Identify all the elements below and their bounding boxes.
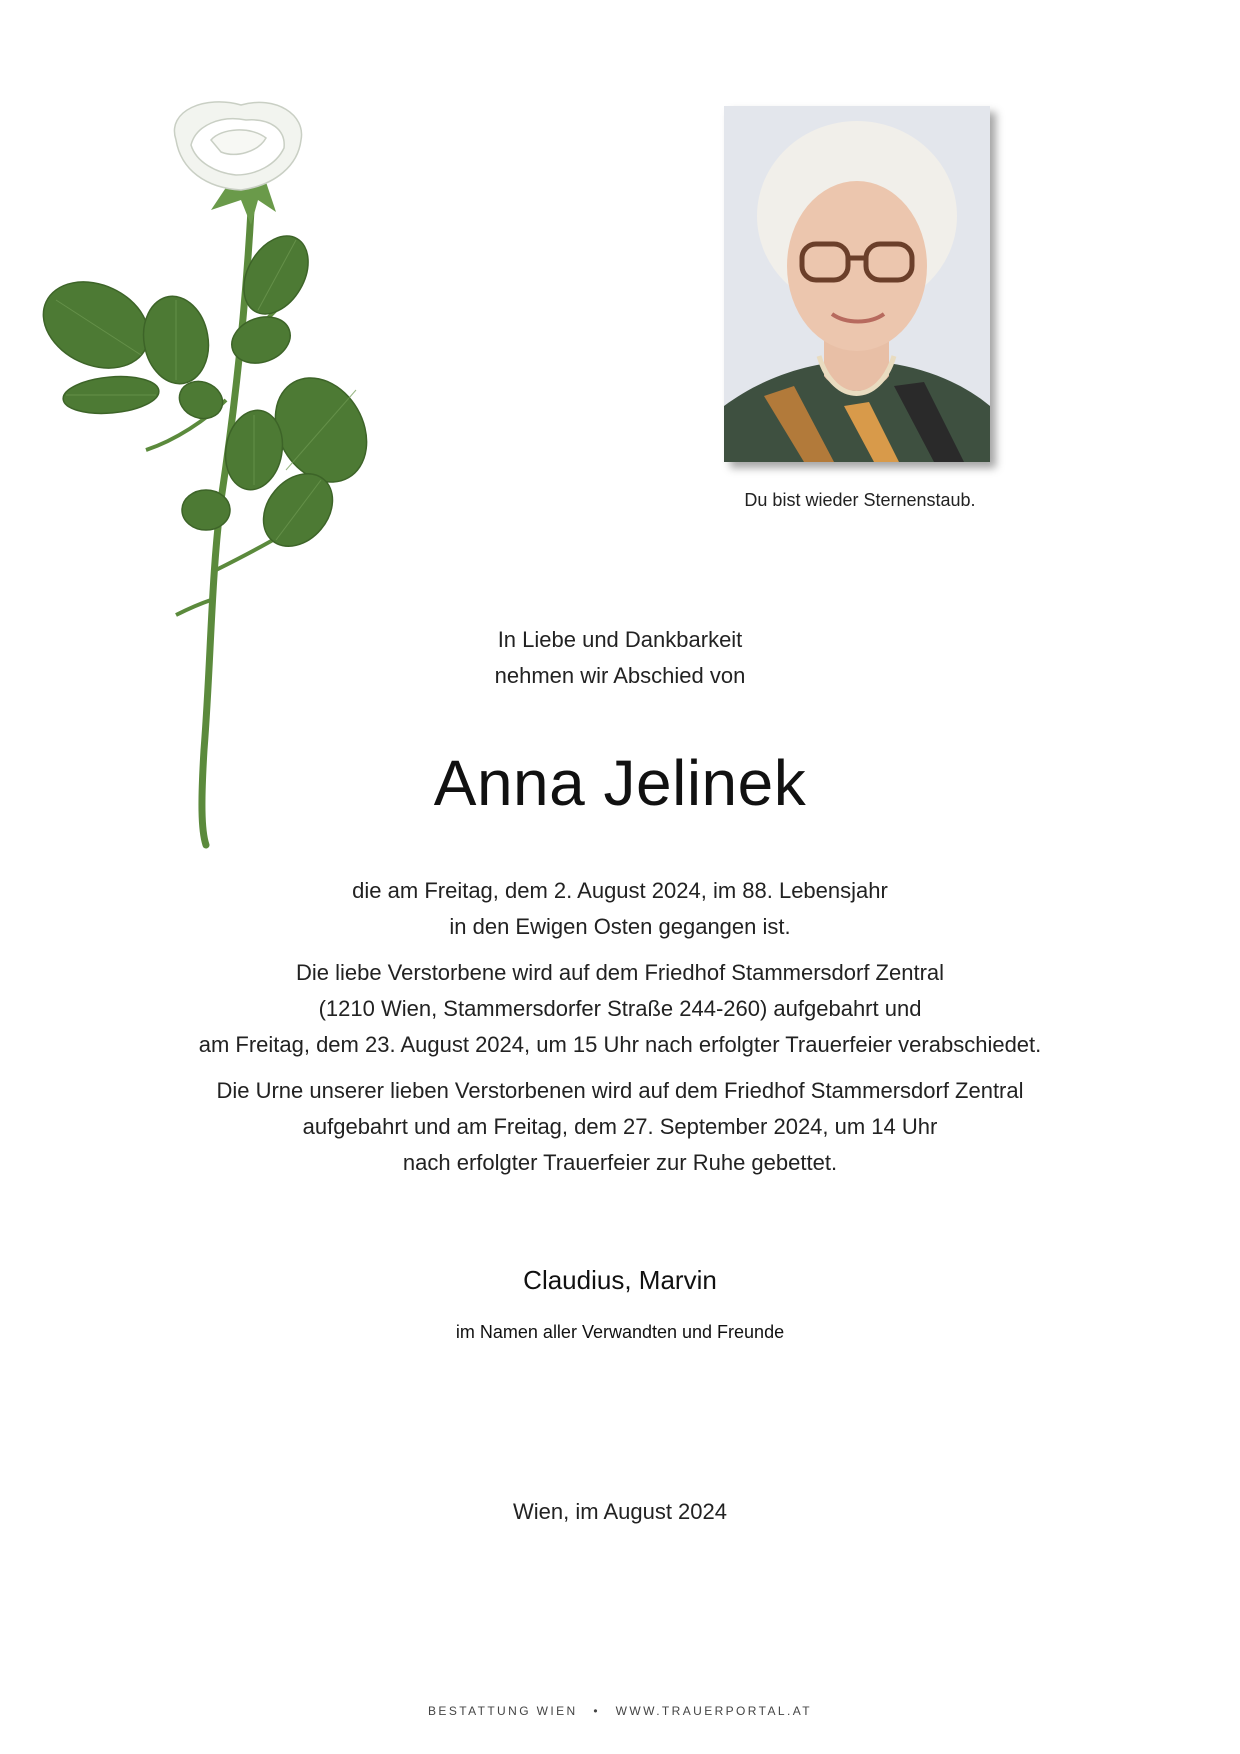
intro-line: nehmen wir Abschied von [494,663,746,688]
text-line: die am Freitag, dem 2. August 2024, im 88. Lebensjahr [352,878,888,903]
footer-company: BESTATTUNG WIEN [428,1704,578,1718]
paragraph-farewell [0,955,1240,1063]
text-line: Die liebe Verstorbene wird auf dem Friedhof Stammersdorf Zentral [295,960,945,985]
portrait-photo [724,106,990,462]
text-line: (1210 Wien, Stammersdorfer Straße 244-260) aufgebahrt und [318,996,922,1021]
signers-on-behalf: im Namen aller Verwandten und Freunde [455,1322,785,1342]
paragraph-urn [0,1073,1240,1181]
announcement-body [0,873,1240,1191]
intro-text [0,622,1240,694]
footer-website-link[interactable]: WWW.TRAUERPORTAL.AT [615,1704,812,1718]
text-line: Die Urne unserer lieben Verstorbenen wird auf dem Friedhof Stammersdorf Zentral [216,1078,1024,1103]
footer-separator: • [593,1704,600,1718]
text-line: in den Ewigen Osten gegangen ist. [449,914,791,939]
signers-names: Claudius, Marvin [523,1265,717,1295]
intro-line: In Liebe und Dankbarkeit [497,627,743,652]
text-line: nach erfolgter Trauerfeier zur Ruhe gebettet. [402,1150,838,1175]
paragraph-passing [0,873,1240,945]
footer [0,1704,1240,1718]
deceased-name: Anna Jelinek [433,747,807,819]
place-date: Wien, im August 2024 [512,1499,727,1524]
text-line: am Freitag, dem 23. August 2024, um 15 Uhr nach erfolgter Trauerfeier verabschiedet. [198,1032,1042,1057]
portrait-caption: Du bist wieder Sternenstaub. [744,490,976,510]
text-line: aufgebahrt und am Freitag, dem 27. September 2024, um 14 Uhr [302,1114,938,1139]
